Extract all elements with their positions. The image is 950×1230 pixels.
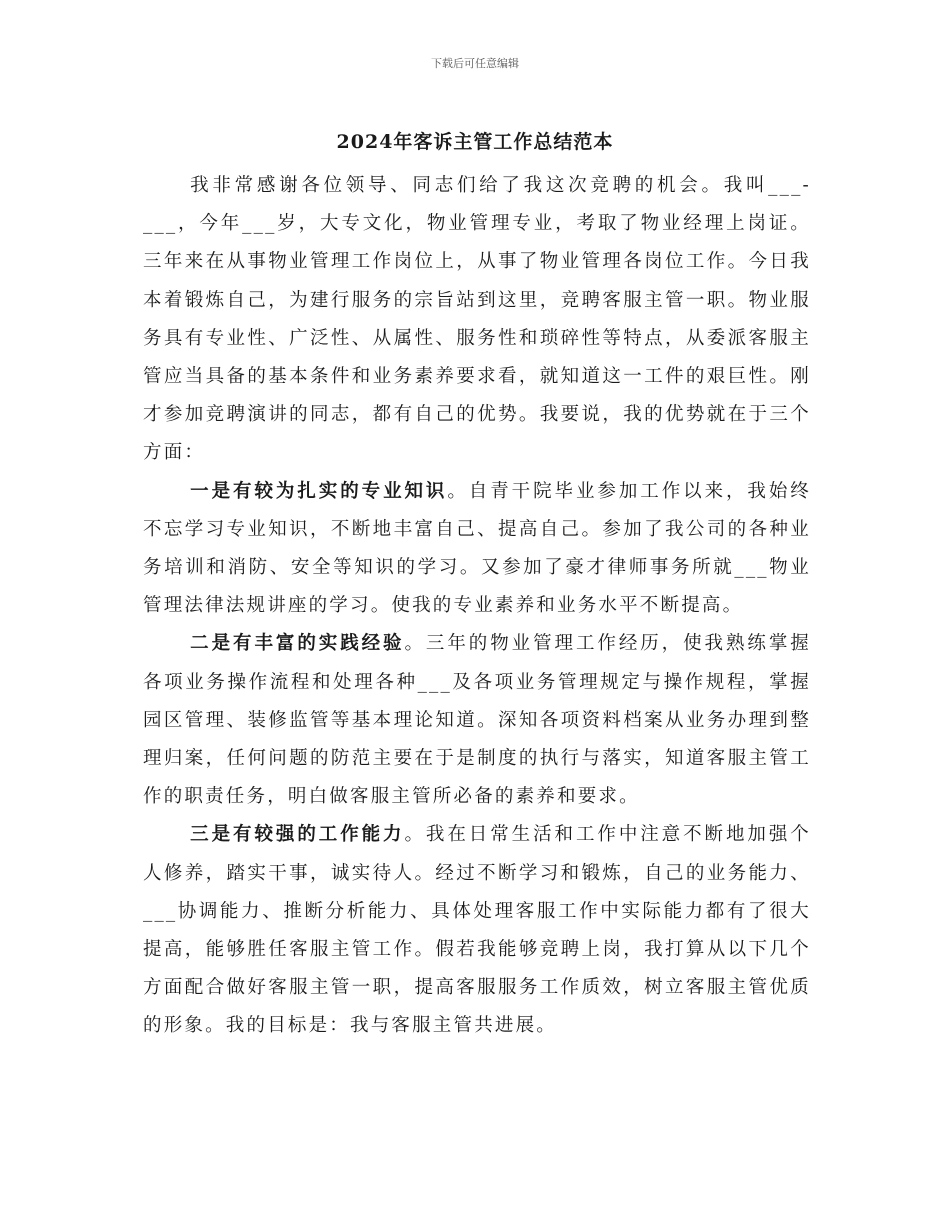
paragraph-experience — [143, 625, 811, 816]
paragraph-knowledge — [143, 473, 811, 626]
paragraph-intro — [143, 167, 811, 473]
paragraph-lead: 二是有丰富的实践经验 — [190, 633, 405, 655]
paragraph-text: 。三年的物业管理工作经历，使我熟练掌握各项业务操作流程和处理各种___及各项业务管理规定与操作规程，掌握园区管理、装修监管等基本理论知道。深知各项资料档案从业务办理到整理归案，任何问题的防范主要在于是制度的执行与落实，知道客服主管工作的职责任务，明白做客服主管所必备的素养和要求。 — [143, 633, 811, 808]
paragraph-lead: 三是有较强的工作能力 — [190, 824, 405, 846]
paragraph-lead: 一是有较为扎实的专业知识 — [190, 480, 448, 502]
paragraph-text: 我非常感谢各位领导、同志们给了我这次竞聘的机会。我叫___-___，今年___岁，大专文化，物业管理专业，考取了物业经理上岗证。三年来在从事物业管理工作岗位上，从事了物业管理各岗位工作。今日我本着锻炼自己，为建行服务的宗旨站到这里，竞聘客服主管一职。物业服务具有专业性、广泛性、从属性、服务性和琐碎性等特点，从委派客服主管应当具备的基本条件和业务素养要求看，就知道这一工件的艰巨性。刚才参加竞聘演讲的同志，都有自己的优势。我要说，我的优势就在于三个方面： — [143, 175, 811, 464]
paragraph-text: 。自青干院毕业参加工作以来，我始终不忘学习专业知识，不断地丰富自己、提高自己。参加了我公司的各种业务培训和消防、安全等知识的学习。又参加了豪才律师事务所就___物业管理法律法规讲座的学习。使我的专业素养和业务水平不断提高。 — [143, 480, 811, 617]
paragraph-ability — [143, 816, 811, 1045]
paragraph-text: 。我在日常生活和工作中注意不断地加强个人修养，踏实干事，诚实待人。经过不断学习和锻炼，自己的业务能力、___协调能力、推断分析能力、具体处理客服工作中实际能力都有了很大提高，能够胜任客服主管工作。假若我能够竞聘上岗，我打算从以下几个方面配合做好客服主管一职，提高客服服务工作质效，树立客服主管优质的形象。我的目标是：我与客服主管共进展。 — [143, 824, 811, 1037]
document-title: 2024年客诉主管工作总结范本 — [336, 131, 614, 153]
header-note: 下载后可任意编辑 — [431, 57, 519, 70]
document-body — [143, 167, 811, 1046]
